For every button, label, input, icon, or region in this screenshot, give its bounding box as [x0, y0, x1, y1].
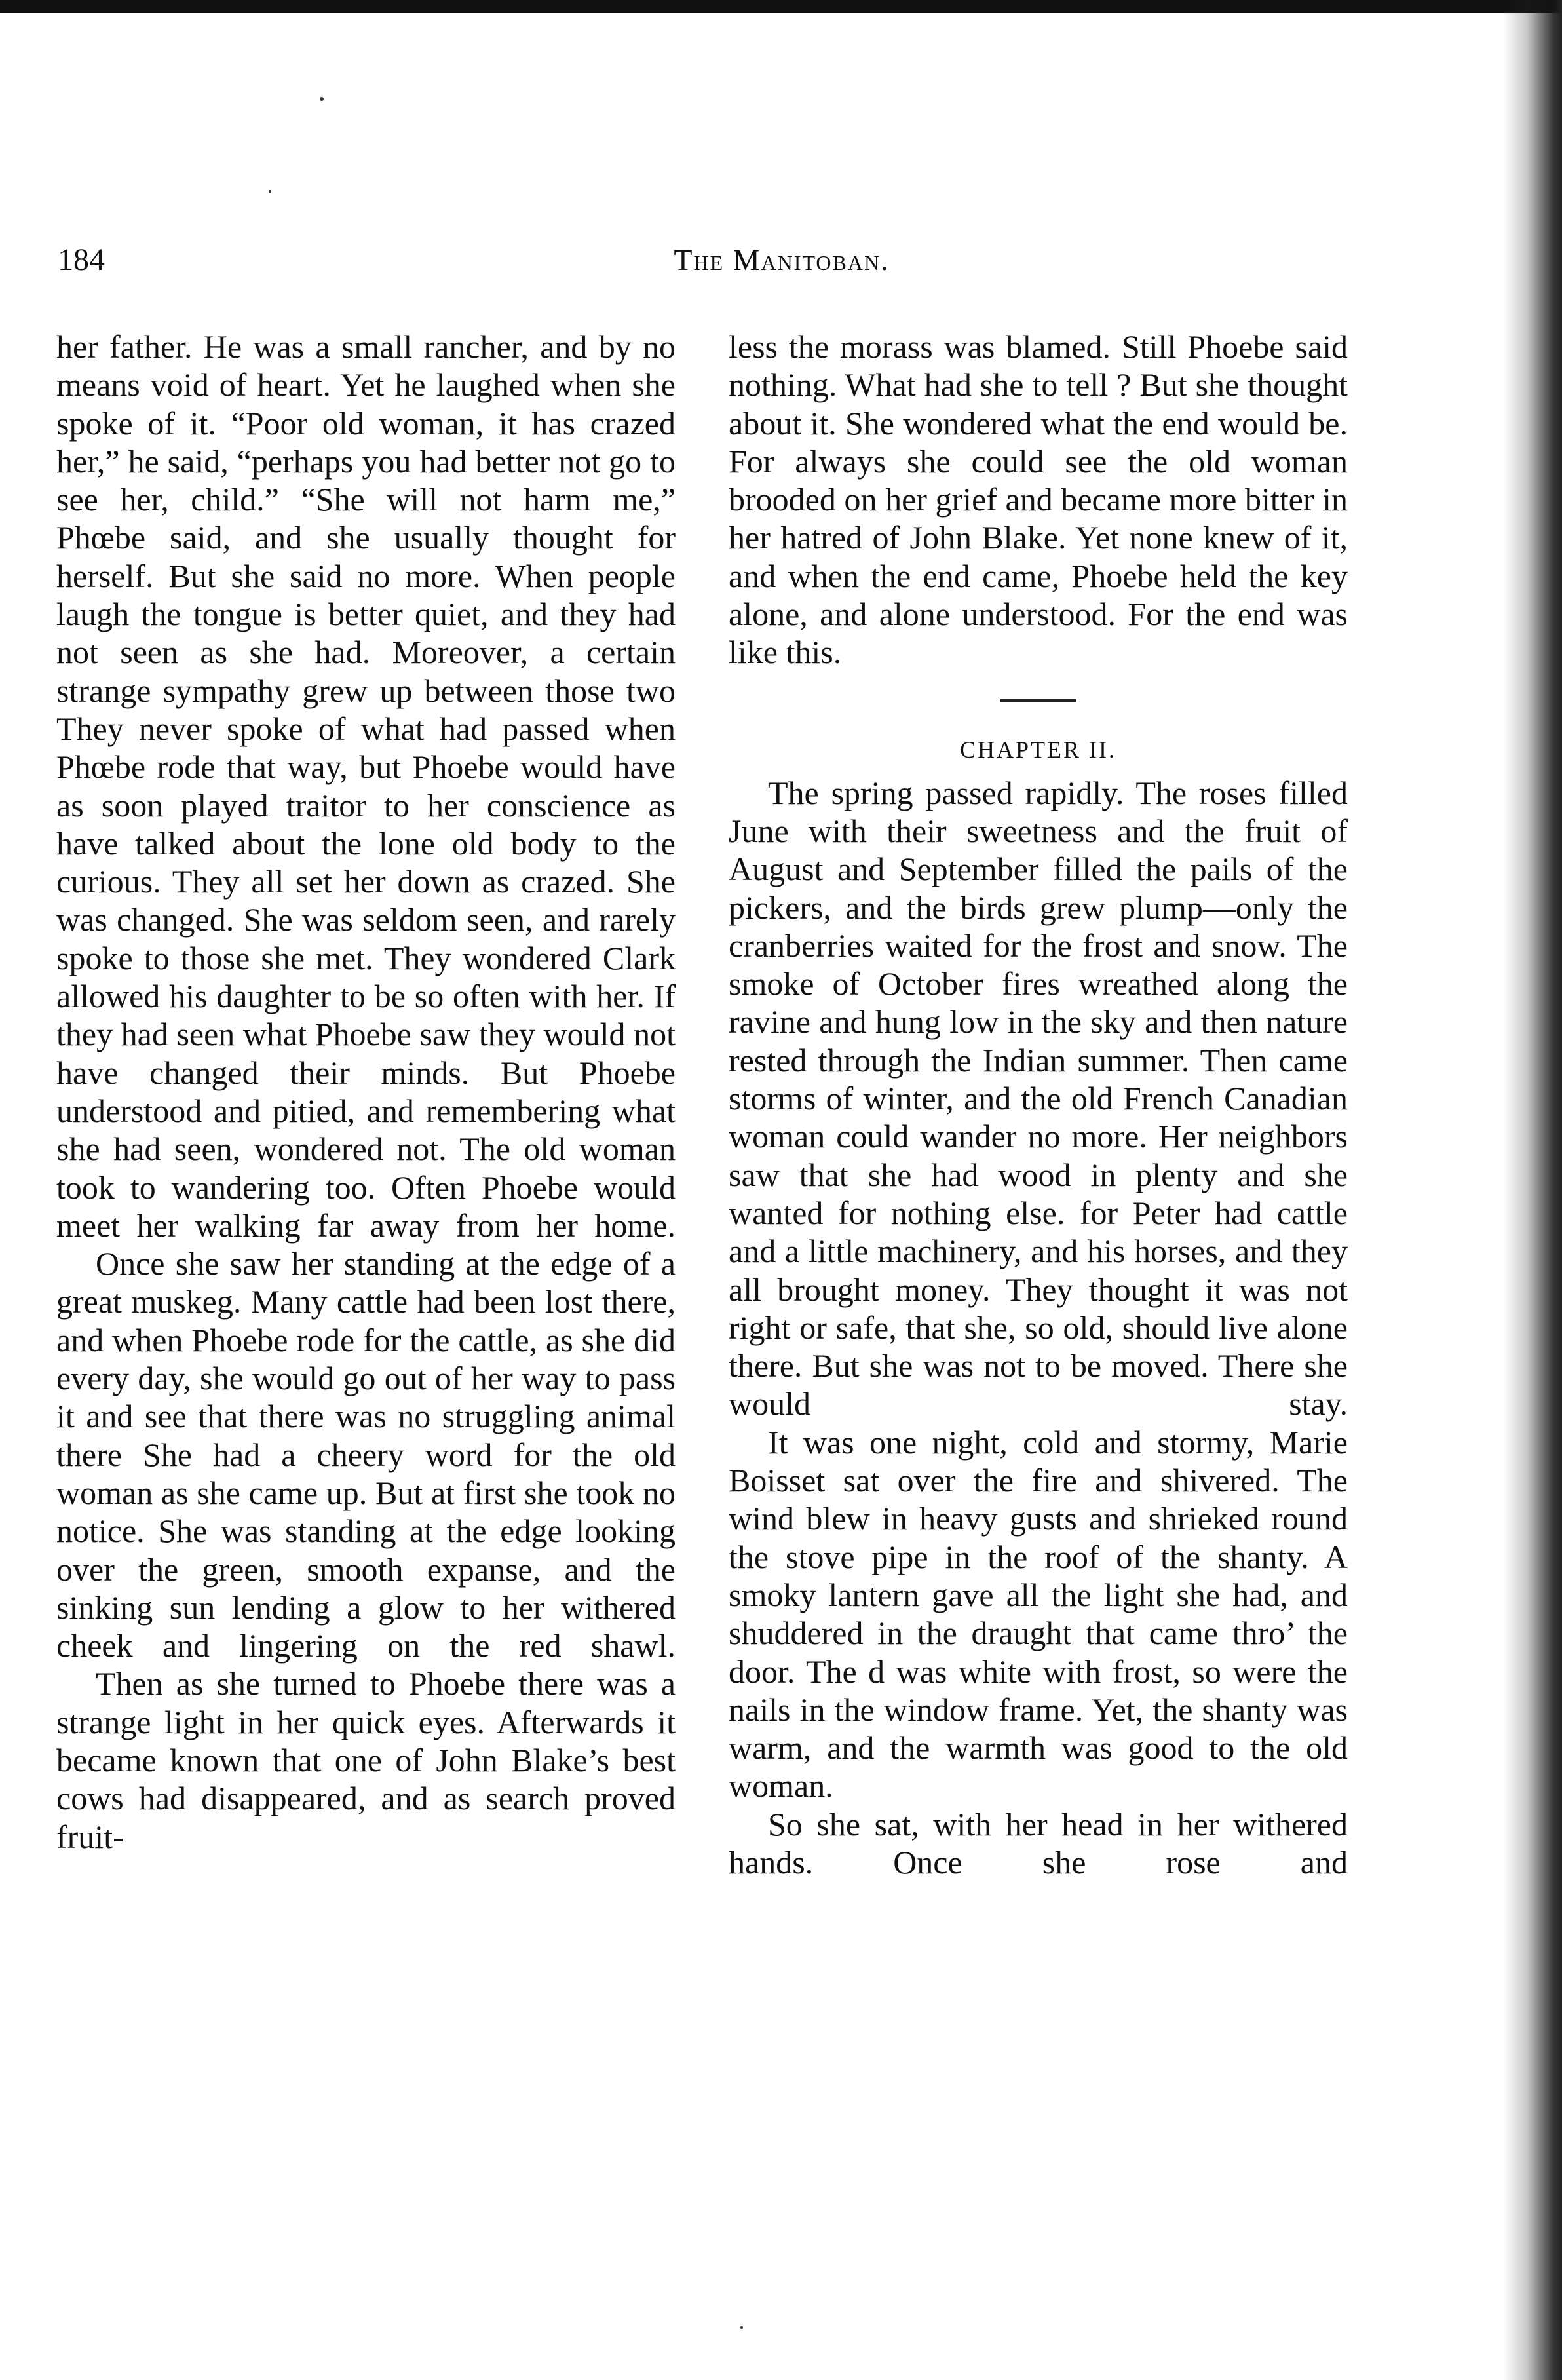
paragraph: Then as she turned to Phoebe there was a strange light in her quick eyes. Afterwards it became known that one of John Blake’s best cows had disappeared, and as search proved fruit- — [56, 1665, 676, 1855]
scan-speck — [740, 2326, 743, 2329]
paragraph: Once she saw her standing at the edge of a great muskeg. Many cattle had been lost there, and when Phoebe rode for the cattle, as she did every day, she would go out of her way to pass it and see that there was no struggling animal there She had a cheery word for the old woman as she came up. But at first she took no notice. She was standing at the edge looking over the green, smooth expanse, and the sinking sun lending a glow to her withered cheek and lingering on the red shawl. — [56, 1245, 676, 1664]
paragraph: The spring passed rapidly. The roses filled June with their sweetness and the fruit of August and September filled the pails of the pickers, and the birds grew plump—only the cranberries waited for the frost and snow. The smoke of October fires wreathed along the ravine and hung low in the sky and then nature rested through the Indian summer. Then came storms of winter, and the old French Canadian woman could wander no more. Her neighbors saw that she had wood in plenty and she wanted for nothing else. for Peter had cattle and a little machinery, and his horses, and they all brought money. They thought it was not right or safe, that she, so old, should live alone there. But she was not to be moved. There she would stay. — [729, 774, 1348, 1423]
paragraph: less the morass was blamed. Still Phoebe said nothing. What had she to tell ? But she thought about it. She wondered what the end would be. For always she could see the old woman brooded on her grief and became more bitter in her hatred of John Blake. Yet none knew of it, and when the end came, Phoebe held the key alone, and alone understood. For the end was like this. — [729, 328, 1348, 671]
right-column — [729, 328, 1348, 1881]
section-divider — [1000, 699, 1076, 702]
page-number: 184 — [58, 242, 105, 277]
scan-speck — [320, 97, 324, 101]
paragraph: her father. He was a small rancher, and by no means void of heart. Yet he laughed when she spoke of it. “Poor old woman, it has crazed her,” he said, “perhaps you had better not go to see her, child.” “She will not harm me,” Phœbe said, and she usually thought for herself. But she said no more. When people laugh the tongue is better quiet, and they had not seen as she had. Moreover, a certain strange sympathy grew up between those two They never spoke of what had passed when Phœbe rode that way, but Phoebe would have as soon played traitor to her conscience as have talked about the lone old body to the curious. They all set her down as crazed. She was changed. She was seldom seen, and rarely spoke to those she met. They wondered Clark allowed his daughter to be so often with her. If they had seen what Phoebe saw they would not have changed their minds. But Phoebe understood and pitied, and remembering what she had seen, wondered not. The old woman took to wandering too. Often Phoebe would meet her walking far away from her home. — [56, 328, 676, 1244]
chapter-heading: CHAPTER II. — [960, 736, 1116, 763]
scan-top-shadow — [0, 0, 1562, 13]
page-header — [58, 237, 1368, 283]
left-column — [56, 328, 676, 1856]
scan-page-edge — [1503, 0, 1562, 2380]
paragraph: It was one night, cold and stormy, Marie Boisset sat over the fire and shivered. The wind blew in heavy gusts and shrieked round the stove pipe in the roof of the shanty. A smoky lantern gave all the light she had, and shuddered in the draught that came thro’ the door. The d was white with frost, so were the nails in the window frame. Yet, the shanty was warm, and the warmth was good to the old woman. — [729, 1423, 1348, 1805]
paragraph: So she sat, with her head in her withered hands. Once she rose and — [729, 1805, 1348, 1881]
scan-speck — [269, 190, 271, 193]
running-title: The Manitoban. — [674, 243, 890, 277]
